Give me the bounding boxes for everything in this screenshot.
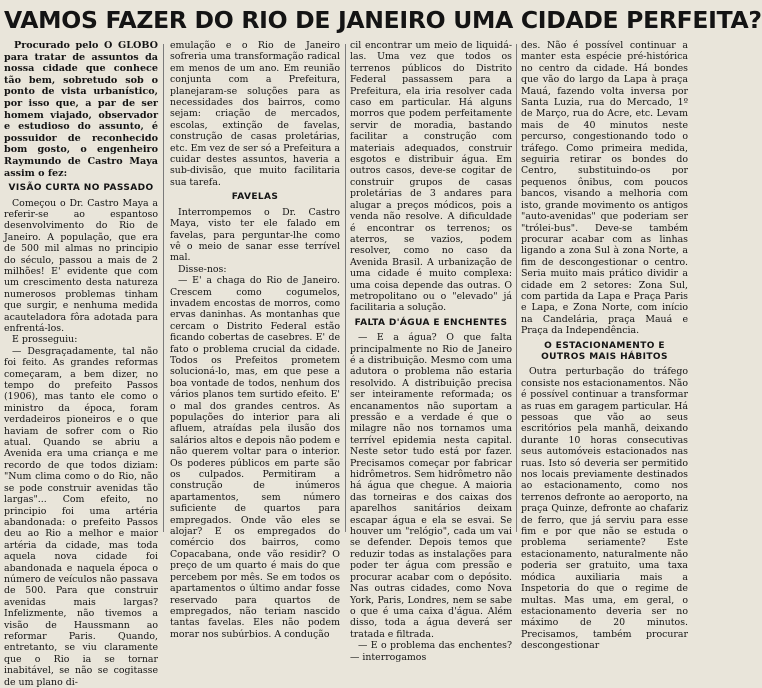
paragraph: emulação e o Rio de Janeiro sofreria uma transformação radical em menos de um ano. Em reunião conjunta com a Prefeitura, planejaram-se soluções para as necessidades dos bairros, como sejam: criação de mercados, escolas, extinção de favelas, construção de casas proletárias, etc. Em vez de ser só a Prefeitura a cuidar destes assuntos, haveria a sub-divisão, que muito facilitaria sua tarefa. [170,40,340,188]
lead-paragraph: Procurado pelo O GLOBO para tratar de assuntos da nossa cidade que conhece tão bem, sobretudo sob o ponto de vista urbanístico, por isso que, a par de ser homem viajado, observador e estudioso do assunto, é possuidor de reconhecido bom gosto, o engenheiro Raymundo de Castro Maya assim o fez: [4,40,158,179]
subheading-estacionamento: O ESTACIONAMENTO E OUTROS MAIS HÁBITOS [541,340,668,362]
paragraph: Disse-nos: [178,263,227,275]
paragraph: Começou o Dr. Castro Maya a referir-se ao espantoso desenvolvimento do Rio de Janeiro. A população, que era de 500 mil almas no principio do século, passou a mais de 2 milhões! E' evidente que com um crescimento desta natureza numerosos problemas tinham que surgir, e nenhuma medida acauteladora fôra adotada para enfrentá-los. [4,197,158,334]
paragraph: — Desgraçadamente, tal não foi feito. As grandes reformas começaram, a bem dizer, no tempo do prefeito Passos (1906), mas tanto ele como o ministro da época, foram verdadeiros pioneiros e o que haviam de sofrer com o Rio atual. Quando se abriu a Avenida era uma criança e me recordo de que todos diziam: "Num clima como o do Rio, não se pode construir avenidas tão largas"... Com efeito, no principio foi uma artéria abandonada: o prefeito Passos deu ao Rio a melhor e maior artéria da cidade, mas toda aquela nova cidade foi abandonada e naquela época o número de veículos não passava de 500. Para que construir avenidas mais largas? Infelizmente, não tivemos a visão de Haussmann ao reformar Paris. Quando, entretanto, se viu claramente que o Rio ia se tornar inabitável, se não se cogitasse de um plano di- [4,345,158,688]
paragraph: Interrompemos o Dr. Castro Maya, visto ter ele falado em favelas, para perguntar-lhe como vê o meio de sanar esse terrível mal. [170,206,340,264]
paragraph: des. Não é possível continuar a manter esta espécie pré-histórica no centro da cidade. Há bondes que vão do largo da Lapa à praça Mauá, fazendo volta inversa por Santa Luzia, rua do Mercado, 1º de Março, rua do Acre, etc. Levam mais de 40 minutos neste percurso, congestionando todo o tráfego. Como primeira medida, seguiria retirar os bondes do Centro, substituindo-os por pequenos ônibus, com poucos bancos, visando a melhoria com isto, grande movimento os antigos "auto-avenidas" que poderiam ser "trólei-bus". Deve-se também procurar acabar com as linhas ligando a zona Sul à zona Norte, a fim de descongestionar o centro. Seria muito mais prático dividir a cidade em 2 setores: Zona Sul, com partida da Lapa e Praça Paris e Lapa, e Zona Norte, com início na Candelária, praça Mauá e Praça da Independência. [521,40,688,337]
subheading-falta-dagua: FALTA D'ÁGUA E ENCHENTES [354,317,508,328]
article-column-3 [350,40,512,663]
paragraph: Outra perturbação do tráfego consiste nos estacionamentos. Não é possível continuar a transformar as ruas em garagem particular. Há pessoas que vão ao seus escritórios pela manhã, deixando durante 10 horas consecutivas seus automóveis estacionados nas ruas. Isto só deveria ser permitido nos locais previamente destinados ao estacionamento, como nos terrenos defronte ao aeroporto, na praça Quinze, defronte ao chafariz de ferro, que já serviu para esse fim e por que não se estuda o problema seriamente? Este estacionamento, naturalmente não poderia ser gratuito, uma taxa módica auxiliaria mais a Inspetoria do que o regime de multas. Mas uma, em geral, o estacionamento deveria ser no máximo de 20 minutos. Precisamos, também procurar descongestionar [521,366,688,652]
article-column-4 [521,40,688,652]
paragraph: — E a água? O que falta principalmente no Rio de Janeiro é a distribuição. Mesmo com uma adutora o problema não estaria resolvido. A distribuição precisa ser inteiramente reformada; os encanamentos não suportam a pressão e a verdade é que o milagre não nos tornamos uma terrível epidemia nesta capital. Neste setor tudo está por fazer. Precisamos começar por fabricar hidrômetros. Sem hidrômetro não há água que chegue. A maioria das torneiras e dos caixas dos aparelhos sanitários deixam escapar água e ela se esvai. Se houver um "relógio", cada um vai se defender. Depois temos que reduzir todas as instalações para poder ter água com pressão e procurar acabar com o depósito. Nas outras cidades, como Nova York, Paris, Londres, nem se sabe o que é uma caixa d'água. Além disso, toda a água deverá ser tratada e filtrada. [350,332,512,640]
column-divider [163,44,164,532]
subheading-favelas: FAVELAS [231,192,279,203]
article-column-1 [4,40,158,688]
headline: VAMOS FAZER DO RIO DE JANEIRO UMA CIDADE PERFEITA? [4,6,762,34]
column-divider [345,44,346,532]
subheading-visao-curta: VISÃO CURTA NO PASSADO [8,183,154,194]
paragraph: cil encontrar um meio de liquidá-las. Uma vez que todos os terrenos públicos do Distrito Federal passassem para a Prefeitura, ela iria resolver cada caso em particular. Há alguns morros que podem perfeitamente servir de moradia, bastando facilitar a construção com materiais adequados, construir esgotos e distribuir água. Em outros casos, deve-se cogitar de construir grupos de casas proletárias de 3 andares para alugar a preços módicos, pois a venda não resolve. A dificuldade é encontrar os terrenos; os aterros, se vazios, podem resolver, como no caso da Avenida Brasil. A urbanização de uma cidade é muito complexa: uma coisa depende das outras. O metropolitano ou o "elevado" já facilitaria a solução. [350,40,512,314]
paragraph: — E o problema das enchentes? — interrogamos [350,640,512,663]
article-column-2 [170,40,340,640]
column-divider [516,44,517,532]
paragraph: — E' a chaga do Rio de Janeiro. Crescem como cogumelos, invadem encostas de morros, como ervas daninhas. As montanhas que cercam o Distrito Federal estão ficando cobertas de casebres. E' de fato o problema crucial da cidade. Todos os Prefeitos prometem solucioná-lo, mas, em que pese a boa vontade de todos, nenhum dos vários planos tem surtido efeito. E' o mal dos grandes centros. As populações do interior para ali afluem, atraídas pela ilusão dos salários altos e depois não podem e não querem voltar para o interior. Os poderes públicos em parte são os culpados. Permitiram a construção de inúmeros apartamentos, sem número suficiente de quartos para empregados. Onde vão eles se alojar? E os empregados do comércio dos bairros, como Copacabana, onde vão residir? O preço de um quarto é mais do que percebem por mês. Se em todos os apartamentos o último andar fosse reservado para quartos de empregados, não teriam nascido tantas favelas. Eles não podem morar nos subúrbios. A condução [170,275,340,640]
paragraph: E prosseguiu: [12,334,78,346]
